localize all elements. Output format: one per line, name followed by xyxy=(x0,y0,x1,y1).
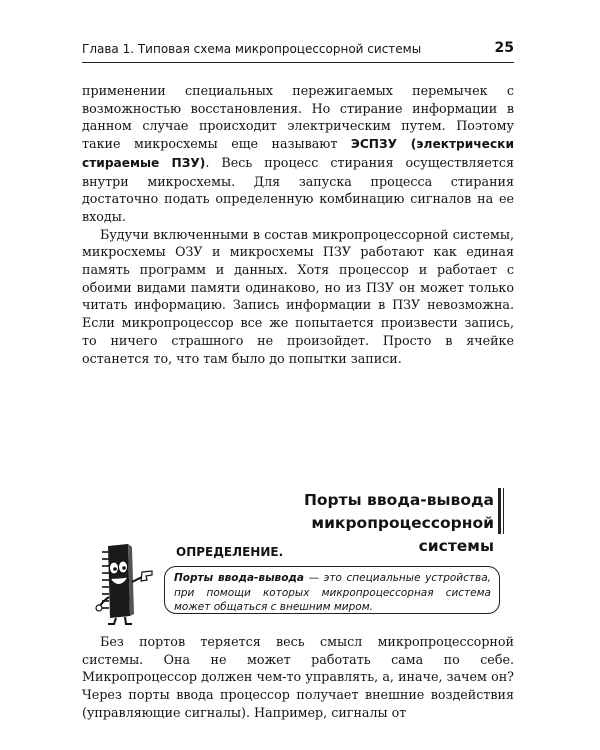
eeprom-term: ЭСПЗУ (электрически стираемые ПЗУ) xyxy=(82,137,514,170)
definition-box xyxy=(164,566,500,614)
page-number: 25 xyxy=(494,40,514,56)
definition-label: ОПРЕДЕЛЕНИЕ. xyxy=(176,545,284,559)
paragraph-eeprom xyxy=(82,82,514,226)
chapter-title: Глава 1. Типовая схема микропроцессорной системы xyxy=(82,42,422,56)
heading-rule-thin xyxy=(503,488,504,534)
heading-rule-thick xyxy=(498,488,501,534)
definition-text: — это специальные устройства, при помощи которых микропроцессорная система может общаться с внешним миром. xyxy=(174,572,491,613)
section-heading-line-1: Порты ввода-вывода xyxy=(303,491,494,509)
section-heading xyxy=(250,489,494,558)
text-block-bottom xyxy=(82,633,514,722)
running-header xyxy=(82,40,514,63)
paragraph-eeprom-text-2: . Весь процесс стирания осуществляется внутри микросхемы. Для запуска процесса стирания достаточно подать определенную комбинацию сигналов на ее входы. xyxy=(82,154,515,224)
chip-mascot-icon xyxy=(92,542,154,626)
definition-term: Порты ввода-вывода xyxy=(174,572,304,584)
section-heading-line-2: микропроцессорной системы xyxy=(311,514,494,555)
paragraph-eeprom-text-1: применении специальных пережигаемых перемычек с возможностью восстановления. Но стирание информации в данном случае происходит электрическим путем. Поэтому такие микросхемы еще называют xyxy=(82,83,514,152)
paragraph-memory: Будучи включенными в состав микропроцессорной системы, микросхемы ОЗУ и микросхемы ПЗУ работают как единая память программ и данных. Хотя процессор и работает с обоими видами памяти одинаково, но из ПЗУ он может только читать информацию. Запись информации в ПЗУ невозможна. Если микропроцессор все же попытается произвести запись, то ничего страшного не произойдет. Просто в ячейке останется то, что там было до попытки записи. xyxy=(82,226,514,366)
paragraph-ports: Без портов теряется весь смысл микропроцессорной системы. Она не может работать сама по себе. Микропроцессор должен чем-то управлять, а, иначе, зачем он? Через порты ввода процессор получает внешние воздействия (управляющие сигналы). Например, сигналы от xyxy=(82,634,514,720)
text-block-top xyxy=(82,82,514,367)
